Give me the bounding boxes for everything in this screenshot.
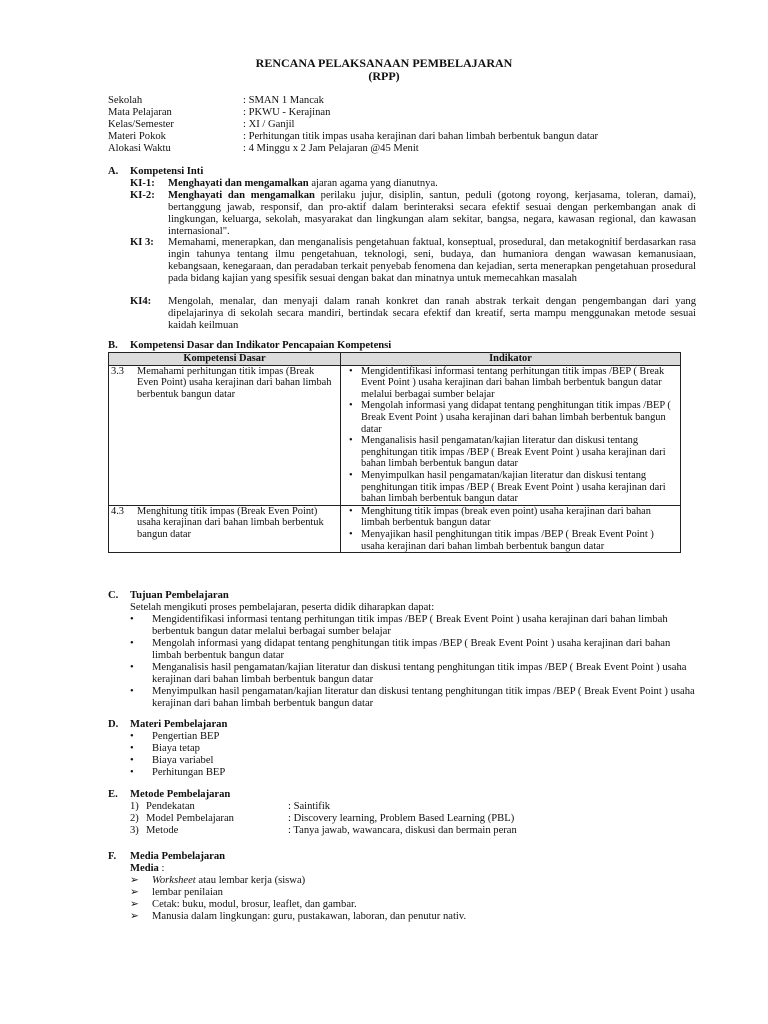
bullet-icon: • [130, 743, 134, 754]
ki-4: KI4: Mengolah, menalar, dan menyaji dalam ranah konkret dan ranah abstrak terkait dengan pengembangan dari yang dipelajarinya di sekolah secara mandiri, bertindak secara efektif dan kreatif, serta mampu menggunakan metode sesuai kaidah keilmuan [130, 296, 696, 331]
list-item: ➢ lembar penilaian [130, 887, 223, 898]
identity-label: Mata Pelajaran [108, 107, 172, 118]
identity-label: Alokasi Waktu [108, 143, 171, 154]
method-row: 2) Model Pembelajaran : Discovery learning, Problem Based Learning (PBL) [130, 813, 515, 824]
competency-table [108, 352, 681, 553]
indicator-item: • Mengidentifikasi informasi tentang perhitungan titik impas /BEP ( Break Event Point ) usaha kerajinan dari bahan limbah berbentuk bangun datar melalui berbagai sumber belajar [361, 366, 678, 401]
ki-3: KI 3: Memahami, menerapkan, dan menganalisis pengetahuan faktual, konseptual, prosedural, dan metakognitif berdasarkan rasa ingin tahunya tentang ilmu pengetahuan, teknologi, seni, budaya, dan humaniora dengan wawasan kemanusiaan, kebangsaan, kenegaraan, dan peradaban terkait penyebab fenomena dan kejadian, serta menerapkan pengetahuan prosedural pada bidang kajian yang spesifik sesuai dengan bakat dan minatnya untuk memecahkan masalah [130, 237, 696, 284]
method-row: 3) Metode : Tanya jawab, wawancara, diskusi dan bermain peran [130, 825, 517, 836]
bullet-icon: • [130, 662, 134, 673]
indicator-item: • Menghitung titik impas (break even point) usaha kerajinan dari bahan limbah berbentuk bangun datar [361, 506, 678, 529]
objective-intro: Setelah mengikuti proses pembelajaran, peserta didik diharapkan dapat: [130, 602, 435, 613]
section-c-heading: C. Tujuan Pembelajaran [108, 590, 229, 601]
list-item: • Mengolah informasi yang didapat tentang penghitungan titik impas /BEP ( Break Event Point ) usaha kerajinan dari bahan limbah berbentuk bangun datar [130, 638, 671, 661]
ki-1: KI-1: Menghayati dan mengamalkan ajaran agama yang dianutnya. [130, 178, 438, 189]
bullet-icon: • [130, 731, 134, 742]
ki-code: KI 3: [130, 237, 154, 248]
bullet-icon: • [130, 686, 134, 697]
arrow-bullet-icon: ➢ [130, 899, 139, 910]
document-subtitle: (RPP) [368, 69, 400, 83]
media-list [130, 875, 696, 923]
table-header-indicator: Indikator [341, 353, 681, 366]
list-item: • Pengertian BEP [130, 731, 220, 742]
section-b-heading: B. Kompetensi Dasar dan Indikator Pencapaian Kompetensi [108, 340, 392, 351]
document-title: RENCANA PELAKSANAAN PEMBELAJARAN [255, 56, 513, 70]
arrow-bullet-icon: ➢ [130, 875, 139, 886]
kd-text: Menghitung titik impas (Break Even Point) usaha kerajinan dari bahan limbah berbentuk bangun datar [137, 505, 324, 540]
identity-value: : SMAN 1 Mancak [243, 95, 324, 106]
table-row [109, 365, 681, 505]
kd-number: 4.3 [111, 505, 124, 517]
identity-value: : Perhitungan titik impas usaha kerajinan dari bahan limbah berbentuk bangun datar [243, 131, 599, 142]
indicator-list [343, 366, 678, 505]
bullet-icon: • [130, 638, 134, 649]
material-list [130, 731, 696, 779]
method-row: 1) Pendekatan : Saintifik [130, 801, 331, 812]
table-header-kd: Kompetensi Dasar [109, 353, 341, 366]
objective-list [130, 614, 696, 710]
list-item: • Biaya variabel [130, 755, 214, 766]
media-label: Media : [130, 863, 165, 874]
indicator-item: • Mengolah informasi yang didapat tentang penghitungan titik impas /BEP ( Break Event Point ) usaha kerajinan dari bahan limbah berbentuk bangun datar [361, 400, 678, 435]
ki-code: KI4: [130, 296, 152, 307]
identity-label: Materi Pokok [108, 131, 166, 142]
section-d-heading: D. Materi Pembelajaran [108, 719, 228, 730]
list-item: ➢ Manusia dalam lingkungan: guru, pustakawan, laboran, dan penutur nativ. [130, 911, 467, 922]
ki-2: KI-2: Menghayati dan mengamalkan perilaku jujur, disiplin, santun, peduli (gotong royong, kerjasama, toleran, damai), bertanggung jawab, responsif, dan pro-aktif dalam berinteraksi secara efektif sesuai dengan perkembangan anak di lingkungan, keluarga, sekolah, masyarakat dan lingkungan alam sekitar, bangsa, negara, kawasan regional, dan kawasan internasional". [130, 190, 696, 237]
indicator-item: • Menyimpulkan hasil pengamatan/kajian literatur dan diskusi tentang penghitungan titik impas /BEP ( Break Event Point ) usaha kerajinan dari bahan limbah berbentuk bangun datar [361, 470, 678, 505]
arrow-bullet-icon: ➢ [130, 887, 139, 898]
identity-label: Sekolah [108, 95, 143, 106]
indicator-list [343, 506, 678, 552]
identity-value: : 4 Minggu x 2 Jam Pelajaran @45 Menit [243, 143, 419, 154]
list-item: ➢ Cetak: buku, modul, brosur, leaflet, dan gambar. [130, 899, 357, 910]
bullet-icon: • [130, 614, 134, 625]
list-item: • Menyimpulkan hasil pengamatan/kajian literatur dan diskusi tentang penghitungan titik impas /BEP ( Break Event Point ) usaha kerajinan dari bahan limbah berbentuk bangun datar [130, 686, 695, 709]
ki-code: KI-2: [130, 190, 155, 201]
ki-code: KI-1: [130, 178, 155, 189]
bullet-icon: • [130, 755, 134, 766]
bullet-icon: • [130, 767, 134, 778]
section-a-heading: A. Kompetensi Inti [108, 166, 204, 177]
list-item: • Menganalisis hasil pengamatan/kajian literatur dan diskusi tentang penghitungan titik impas /BEP ( Break Event Point ) usaha kerajinan dari bahan limbah berbentuk bangun datar [130, 662, 687, 685]
indicator-item: • Menganalisis hasil pengamatan/kajian literatur dan diskusi tentang penghitungan titik impas /BEP ( Break Event Point ) usaha kerajinan dari bahan limbah berbentuk bangun datar [361, 435, 678, 470]
identity-label: Kelas/Semester [108, 119, 174, 130]
identity-value: : PKWU - Kerajinan [243, 107, 331, 118]
list-item: • Mengidentifikasi informasi tentang perhitungan titik impas /BEP ( Break Event Point ) usaha kerajinan dari bahan limbah berbentuk bangun datar melalui berbagai sumber belajar [130, 614, 668, 637]
identity-value: : XI / Ganjil [243, 119, 295, 130]
list-item: • Perhitungan BEP [130, 767, 226, 778]
indicator-item: • Menyajikan hasil penghitungan titik impas /BEP ( Break Event Point ) usaha kerajinan dari bahan limbah berbentuk bangun datar [361, 529, 678, 552]
list-item: ➢ Worksheet atau lembar kerja (siswa) [130, 875, 306, 886]
kd-text: Memahami perhitungan titik impas (Break Even Point) usaha kerajinan dari bahan limbah berbentuk bangun datar [137, 365, 332, 400]
list-item: • Biaya tetap [130, 743, 200, 754]
section-f-heading: F. Media Pembelajaran [108, 851, 226, 862]
arrow-bullet-icon: ➢ [130, 911, 139, 922]
kd-number: 3.3 [111, 365, 124, 377]
table-row [109, 505, 681, 552]
section-e-heading: E. Metode Pembelajaran [108, 789, 231, 800]
